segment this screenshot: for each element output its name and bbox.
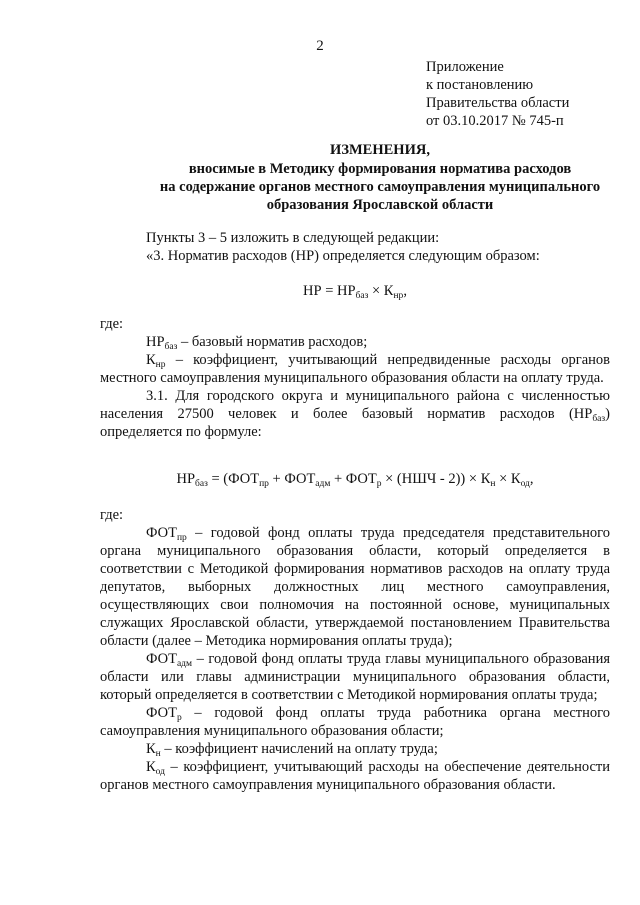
definition-k-n: $К_н$ – коэффициент начислений на оплату труда; [146,741,438,759]
intro-block [100,229,610,265]
definitions-block-2 [100,506,610,794]
definition-fot-r: $ФОТ_р$ – годовой фонд оплаты труда работника органа местного самоуправления муниципального образования области; [100,705,610,739]
definition-k-od: $К_{од}$ – коэффициент, учитывающий расходы на обеспечение деятельности органов местного самоуправления муниципального образования области. [100,759,610,793]
page-number: 2 [316,38,324,54]
subtitle-line: вносимые в Методику формирования норматива расходов [188,161,572,177]
intro-paragraph: Пункты 3 – 5 изложить в следующей редакции: [146,230,440,246]
point-3-paragraph: «3. Норматив расходов (НР) определяется следующим образом: [146,248,540,264]
subtitle-line: образования Ярославской области [266,197,494,213]
appendix-line: к постановлению [426,77,534,93]
formula-nr: НР = $НР_{баз} \times К_{нр}$, [303,283,407,301]
formula-nr-baz: $НР_{баз} = (ФОТ_{пр} + ФОТ_{адм} + ФОТ_р \times (НШЧ - 2)) \times К_н \times К_{од}$, [176,471,534,489]
appendix-line: Приложение [426,59,504,75]
definitions-block-1 [100,315,610,441]
where-label: где: [100,316,124,332]
appendix-line: от 03.10.2017 № 745-п [426,113,564,129]
appendix-block [426,58,626,130]
document-title: ИЗМЕНЕНИЯ, [330,142,430,158]
definition-fot-pr: $ФОТ_{пр}$ – годовой фонд оплаты труда председателя представительного органа муниципального образования области, который определяется в соответствии с Методикой формирования нормативов расходов на оплату труда депутатов, выборных должностных лиц местного самоуправления, осуществляющих свои полномочия на постоянной основе, муниципальных служащих Ярославской области, утверждаемой постановлением Правительства области (далее – Методика нормирования оплаты труда); [100,525,610,649]
appendix-line: Правительства области [426,95,570,111]
definition-nr-baz: $НР_{баз}$ – базовый норматив расходов; [146,334,368,352]
subtitle-line: на содержание органов местного самоуправления муниципального [159,179,601,195]
definition-fot-adm: $ФОТ_{адм}$ – годовой фонд оплаты труда главы муниципального образования области или главы администрации муниципального образования области, который определяется в соответствии с Методикой нормирования оплаты труда; [100,651,610,703]
document-subtitle [100,160,640,214]
point-3-1-paragraph: 3.1. Для городского округа и муниципального района с численностью населения 27500 человек и более базовый норматив расходов $(НР_{баз})$ определяется по формуле: [100,388,610,440]
where-label: где: [100,507,124,523]
definition-k-nr: $К_{нр}$ – коэффициент, учитывающий непредвиденные расходы органов местного самоуправления муниципального образования области на оплату труда. [100,352,610,386]
